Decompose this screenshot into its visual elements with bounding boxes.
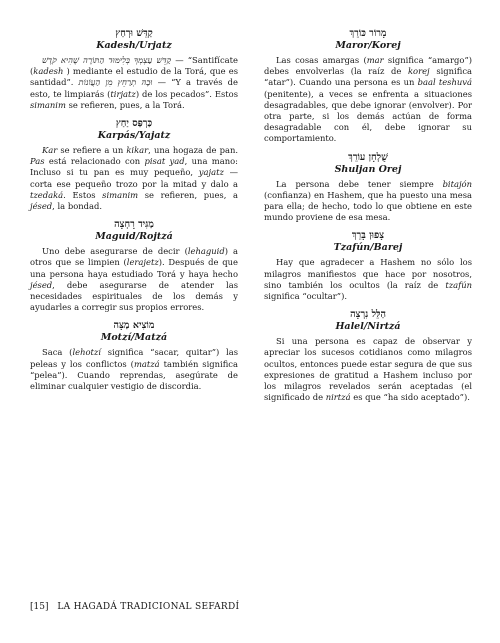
paragraph	[30, 246, 238, 313]
text-run: significa “atar”). Cuando una persona es un	[264, 66, 472, 88]
italic-term: tzedaká	[30, 189, 64, 200]
right-column	[264, 28, 472, 410]
italic-term: matzá	[133, 358, 160, 369]
section-title: Karpás/Yajatz	[97, 130, 171, 142]
section-title: Kadesh/Urjatz	[96, 40, 172, 51]
text-run: se refiere a un	[57, 145, 127, 156]
italic-term: pisat yad	[144, 156, 185, 167]
paragraph	[264, 179, 472, 224]
section-title: Shuljan Orej	[334, 163, 402, 175]
text-run: ) a otros que se limpien (	[30, 246, 238, 268]
text-run: , la bondad.	[52, 201, 103, 212]
section	[30, 118, 238, 212]
text-run: se refieren, pues, a la Torá.	[65, 99, 185, 110]
text-run: se refieren, pues, a	[138, 189, 238, 200]
left-column	[30, 28, 238, 399]
text-run: , debe asegurarse de atender las necesidades espirituales de los demás y ayudarles a corregir sus propios errores.	[30, 279, 238, 313]
page-footer	[30, 601, 239, 613]
italic-term: jésed	[30, 279, 53, 290]
hebrew-heading: מוֹצִיא מַצָּה	[113, 320, 155, 332]
paragraph	[30, 347, 238, 392]
italic-term: baal teshuvá	[417, 77, 472, 88]
italic-term: Kar	[42, 145, 58, 156]
running-title: LA HAGADÁ TRADICIONAL SEFARDÍ	[57, 602, 240, 612]
section	[30, 219, 238, 313]
text-run: significa “ocultar”).	[264, 291, 348, 302]
text-run: (confianza) en Hashem, que ha puesto una mesa para ella; de hecho, todo lo que obtiene en este mundo proviene de esa mesa.	[264, 189, 472, 223]
italic-term: kadesh	[33, 66, 64, 77]
paragraph	[264, 55, 472, 145]
text-run: — “Santifícate (	[30, 55, 238, 77]
italic-term: Pas	[30, 156, 45, 167]
paragraph	[30, 145, 238, 212]
text-run: — “Y a través de esto, te limpiarás (	[30, 77, 238, 99]
italic-term: korej	[407, 66, 430, 77]
italic-term: mar	[366, 55, 384, 65]
text-run: La persona debe tener siempre	[276, 178, 443, 189]
italic-term: קַדֵּשׁ עַצְמְךָ בְּלִימּוּד הַתּוֹרָה שֶׁהִיא קֹדֶשׁ	[42, 55, 172, 65]
italic-term: simanim	[30, 99, 66, 110]
paragraph	[264, 257, 472, 302]
text-run: ) de los pecados”. Estos	[135, 88, 239, 99]
section	[264, 152, 472, 224]
text-run: significa “amargo”) debes envolverlas (la raíz de	[264, 55, 473, 77]
italic-term: kikar	[126, 145, 149, 156]
section	[30, 28, 238, 111]
hebrew-heading: הַלֵּל נִרְצָה	[350, 309, 386, 321]
page-number: [15]	[30, 602, 49, 612]
text-run: ). Después de que una persona haya estudiado Torá y haya hecho	[30, 257, 238, 279]
italic-term: nirtzá	[325, 392, 351, 403]
text-run: está relacionado con	[44, 156, 145, 167]
hebrew-heading: קַדֵּשׁ וּרְחַץ	[115, 28, 153, 39]
section-title: Maguid/Rojtzá	[95, 231, 173, 243]
text-run: , una hogaza de pan.	[148, 145, 238, 156]
hebrew-heading: מָרוֹר כּוֹרֵךְ	[349, 28, 387, 39]
italic-term: lehotzí	[72, 347, 101, 358]
section	[264, 230, 472, 302]
hebrew-heading: כַּרְפַּס יַחַץ	[115, 118, 153, 130]
section	[30, 320, 238, 392]
text-run: (penitente), a veces se enfrenta a situaciones desagradables, que debe ignorar (envolver). Por otra parte, si los demás actúan de forma desagradable con él, debe ignorar su comportamiento.	[264, 88, 472, 144]
section-title: Maror/Korej	[335, 40, 401, 51]
paragraph	[264, 336, 472, 403]
text-run: Hay que agradecer a Hashem no sólo los milagros manifiestos que hace por nosotros, sino también los ocultos (la raíz de	[264, 257, 472, 290]
text-run: Uno debe asegurarse de decir (	[42, 246, 188, 257]
italic-term: simanim	[102, 189, 139, 200]
italic-term: bitajón	[442, 178, 472, 189]
text-run: . Estos	[63, 189, 103, 200]
hebrew-heading: שֻׁלְחָן עוֹרֵךְ	[348, 151, 388, 163]
italic-term: וּבָהּ תְרַחֵץ מִן הַעֲוֹנוֹת	[78, 77, 153, 88]
text-run: Las cosas amargas (	[276, 55, 367, 65]
text-run: , una mano: Incluso si tu pan es muy pequeño,	[30, 156, 238, 178]
text-run: Si una persona es capaz de observar y apreciar los sucesos cotidianos como milagros ocultos, entonces puede estar segura de que sus expresiones de gratitud a Hashem incluso por los milagros revelados serán aceptadas (el significado de	[264, 336, 472, 403]
text-run: ) mediante el estudio de la Torá, que es santidad”.	[30, 66, 238, 88]
text-run: también significa “pelea”). Cuando reprendas, asegúrate de eliminar cualquier vestigio de discordia.	[30, 358, 238, 392]
italic-term: lerajetz	[126, 257, 159, 268]
italic-term: lehaguid	[187, 246, 225, 257]
hebrew-heading: צָפוּן בָּרֵךְ	[351, 230, 385, 242]
section-title: Halel/Nirtzá	[335, 321, 401, 333]
text-run: Saca (	[42, 347, 73, 358]
italic-term: tirjatz	[110, 88, 136, 99]
section	[264, 309, 472, 403]
section	[264, 28, 472, 145]
section-title: Motzí/Matzá	[100, 332, 168, 344]
italic-term: jésed	[30, 201, 53, 212]
italic-term: tzafún	[445, 279, 472, 290]
paragraph	[30, 55, 238, 111]
text-run: es que “ha sido aceptado”).	[350, 392, 470, 403]
text-run: — corta ese pequeño trozo por la mitad y dalo a	[30, 167, 238, 189]
hebrew-heading: מַגִּיד רָחְצָה	[114, 219, 154, 231]
text-run: significa “sacar, quitar”) las peleas y los conflictos (	[30, 347, 238, 369]
italic-term: yajatz	[198, 167, 224, 178]
section-title: Tzafún/Barej	[333, 242, 403, 254]
